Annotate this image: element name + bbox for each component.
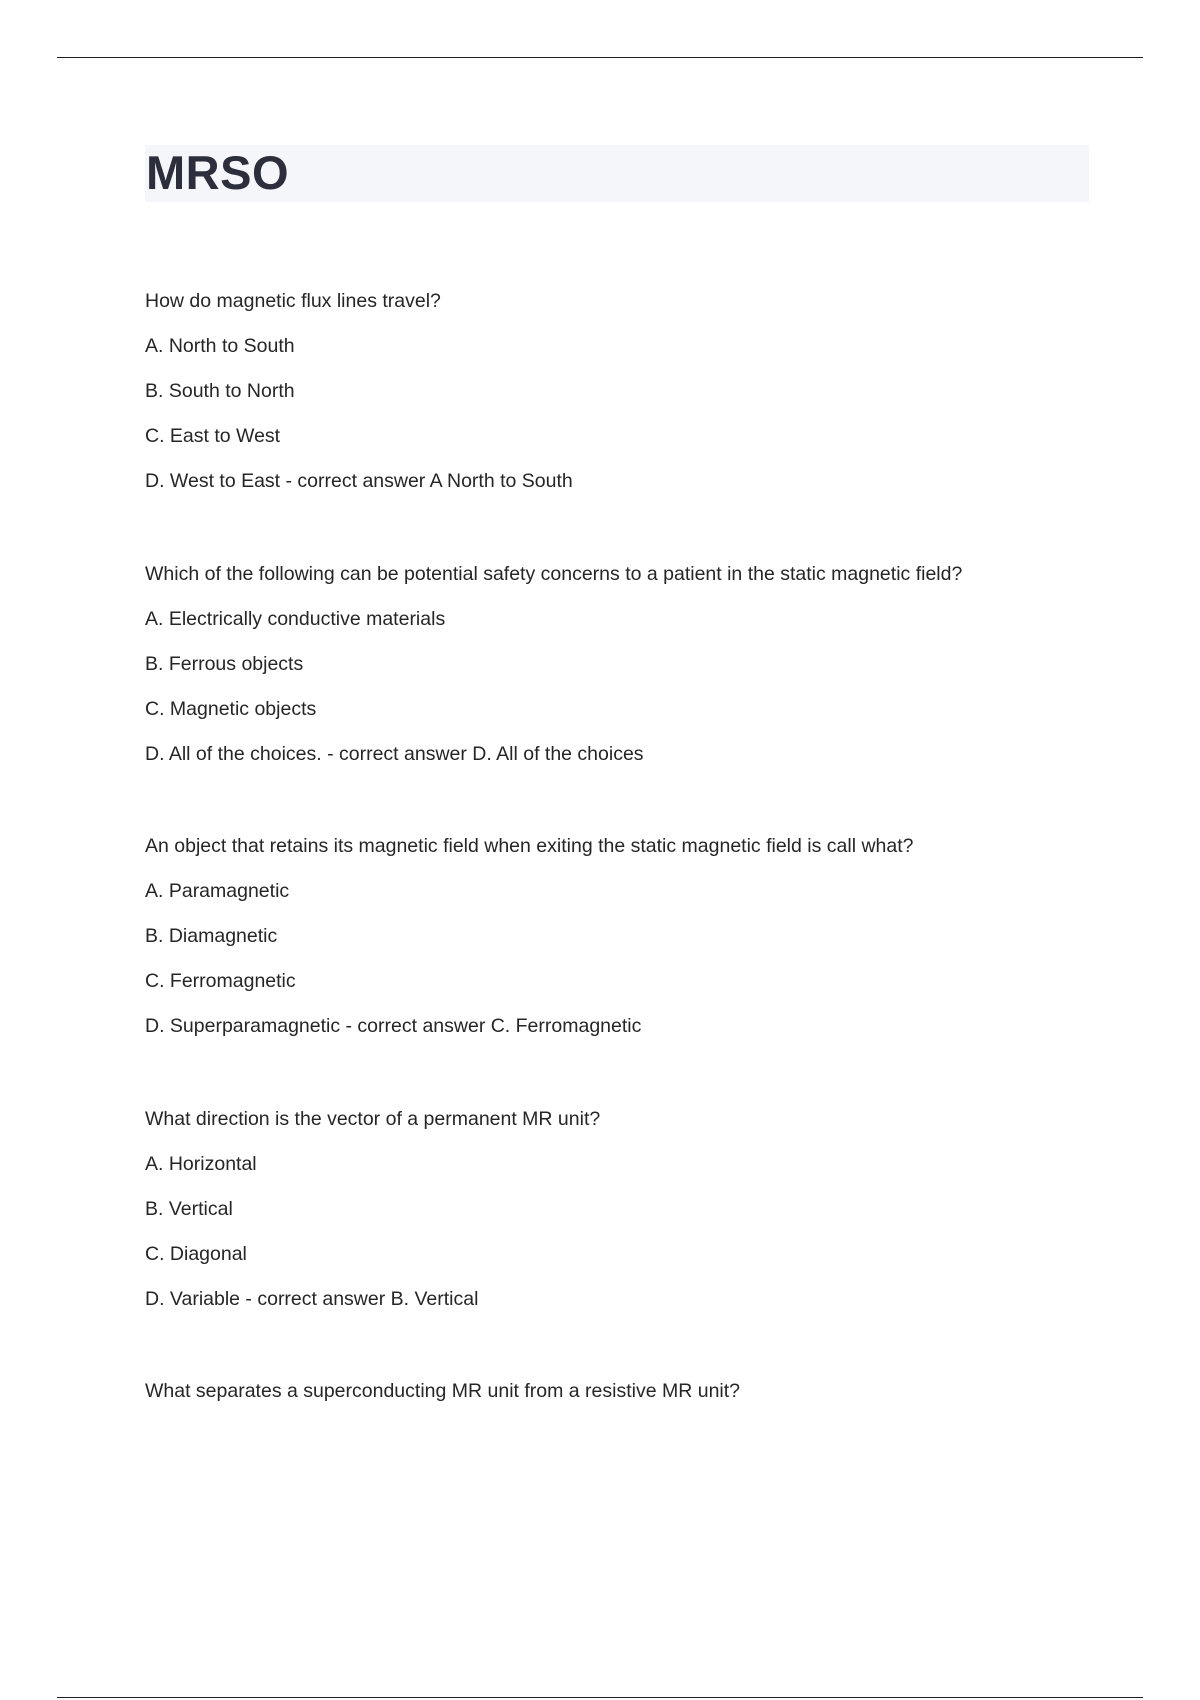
answer-option-b: B. South to North xyxy=(145,380,295,402)
question-list xyxy=(145,289,1105,1652)
question-text: Which of the following can be potential safety concerns to a patient in the static magnetic field? xyxy=(145,562,963,585)
answer-option-c: C. Diagonal xyxy=(145,1242,247,1265)
answer-option-b: B. Vertical xyxy=(145,1197,233,1220)
answer-option-a: A. North to South xyxy=(145,335,295,357)
question-block-2 xyxy=(145,562,1105,835)
question-block-4 xyxy=(145,1107,1105,1380)
answer-option-d-with-correct-answer: D. Superparamagnetic - correct answer C. Ferromagnetic xyxy=(145,1015,642,1037)
answer-option-a: A. Horizontal xyxy=(145,1152,257,1175)
answer-option-d-with-correct-answer: D. Variable - correct answer B. Vertical xyxy=(145,1287,479,1310)
question-text: What direction is the vector of a permanent MR unit? xyxy=(145,1107,601,1130)
question-block-3 xyxy=(145,834,1105,1107)
document-title: MRSO xyxy=(146,146,289,199)
answer-option-a: A. Paramagnetic xyxy=(145,880,290,902)
answer-option-a: A. Electrically conductive materials xyxy=(145,607,446,630)
top-rule xyxy=(57,57,1143,58)
answer-option-d-with-correct-answer: D. All of the choices. - correct answer D. All of the choices xyxy=(145,742,644,765)
answer-option-c: C. Ferromagnetic xyxy=(145,970,296,992)
question-text: An object that retains its magnetic field when exiting the static magnetic field is call what? xyxy=(145,835,914,857)
answer-option-b: B. Diamagnetic xyxy=(145,925,278,947)
answer-option-c: C. Magnetic objects xyxy=(145,697,317,720)
answer-option-b: B. Ferrous objects xyxy=(145,652,304,675)
question-block-1 xyxy=(145,289,1105,562)
bottom-rule xyxy=(57,1697,1143,1698)
question-text: What separates a superconducting MR unit from a resistive MR unit? xyxy=(145,1380,741,1402)
answer-option-c: C. East to West xyxy=(145,425,281,447)
question-text: How do magnetic flux lines travel? xyxy=(145,290,441,312)
question-block-5 xyxy=(145,1379,1105,1652)
answer-option-d-with-correct-answer: D. West to East - correct answer A North to South xyxy=(145,470,573,492)
